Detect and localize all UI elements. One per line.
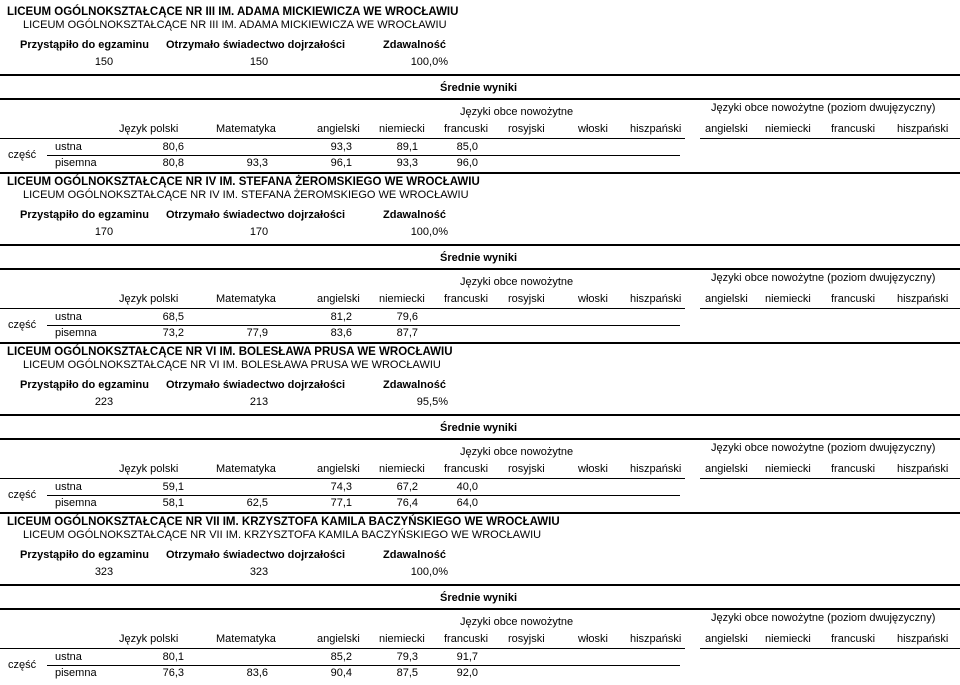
pisemna-niemiecki: 87,5 xyxy=(396,667,418,679)
row-separator xyxy=(47,665,680,666)
col-dwuj-francuski: francuski xyxy=(831,123,876,135)
col-dwuj-angielski: angielski xyxy=(705,463,748,475)
col-francuski: francuski xyxy=(444,293,489,305)
czesc-label: część xyxy=(8,149,37,161)
pisemna-angielski: 83,6 xyxy=(330,327,352,339)
ustna-niemiecki: 79,6 xyxy=(396,311,418,323)
srednie-label: Średnie wyniki xyxy=(440,82,518,94)
pisemna-polski: 58,1 xyxy=(162,497,184,509)
separator-line xyxy=(0,74,960,76)
col-rosyjski: rosyjski xyxy=(508,633,545,645)
pisemna-francuski: 92,0 xyxy=(456,667,478,679)
col-angielski: angielski xyxy=(317,293,360,305)
jezyki-obce-label: Języki obce nowożytne xyxy=(460,276,574,288)
separator-line xyxy=(0,584,960,586)
col-niemiecki: niemiecki xyxy=(379,123,425,135)
col-francuski: francuski xyxy=(444,633,489,645)
col-jezyk-polski: Język polski xyxy=(119,123,179,135)
header-underline xyxy=(700,308,960,309)
school-section xyxy=(0,510,960,680)
col-hiszpanski: hiszpański xyxy=(630,123,682,135)
separator-line xyxy=(0,98,960,100)
srednie-label: Średnie wyniki xyxy=(440,422,518,434)
zdawalnosc-label: Zdawalność xyxy=(383,549,446,561)
col-angielski: angielski xyxy=(317,633,360,645)
pisemna-polski: 73,2 xyxy=(162,327,184,339)
school-title-bold: LICEUM OGÓLNOKSZTAŁCĄCE NR VI IM. BOLESŁAWA PRUSA WE WROCŁAWIU xyxy=(7,346,453,358)
col-wloski: włoski xyxy=(578,123,608,135)
pisemna-label: pisemna xyxy=(55,497,97,509)
header-underline xyxy=(700,138,960,139)
separator-line xyxy=(0,438,960,440)
pisemna-angielski: 77,1 xyxy=(330,497,352,509)
zdawalnosc-value: 100,0% xyxy=(410,566,448,578)
ustna-label: ustna xyxy=(55,651,82,663)
col-dwuj-francuski: francuski xyxy=(831,463,876,475)
col-francuski: francuski xyxy=(444,123,489,135)
col-dwuj-hiszpanski: hiszpański xyxy=(897,463,949,475)
col-hiszpanski: hiszpański xyxy=(630,293,682,305)
pisemna-francuski: 64,0 xyxy=(456,497,478,509)
otrzymalo-value: 323 xyxy=(249,566,269,578)
col-jezyk-polski: Język polski xyxy=(119,293,179,305)
pisemna-niemiecki: 87,7 xyxy=(396,327,418,339)
col-angielski: angielski xyxy=(317,123,360,135)
przystapilo-value: 323 xyxy=(94,566,114,578)
school-title: LICEUM OGÓLNOKSZTAŁCĄCE NR III IM. ADAMA MICKIEWICZA WE WROCŁAWIU xyxy=(23,19,447,31)
col-angielski: angielski xyxy=(317,463,360,475)
pisemna-francuski: 96,0 xyxy=(456,157,478,169)
school-title: LICEUM OGÓLNOKSZTAŁCĄCE NR VII IM. KRZYSZTOFA KAMILA BACZYŃSKIEGO WE WROCŁAWIU xyxy=(23,529,542,541)
jezyki-obce-dwuj-label: Języki obce nowożytne (poziom dwujęzyczny) xyxy=(711,102,936,114)
school-section xyxy=(0,0,960,170)
col-dwuj-hiszpanski: hiszpański xyxy=(897,123,949,135)
zdawalnosc-value: 100,0% xyxy=(410,56,448,68)
zdawalnosc-label: Zdawalność xyxy=(383,209,446,221)
ustna-niemiecki: 79,3 xyxy=(396,651,418,663)
otrzymalo-value: 150 xyxy=(249,56,269,68)
col-jezyk-polski: Język polski xyxy=(119,633,179,645)
przystapilo-value: 150 xyxy=(94,56,114,68)
pisemna-matematyka: 62,5 xyxy=(246,497,268,509)
przystapilo-label: Przystąpiło do egzaminu xyxy=(20,39,149,51)
col-niemiecki: niemiecki xyxy=(379,293,425,305)
separator-line xyxy=(0,414,960,416)
jezyki-obce-label: Języki obce nowożytne xyxy=(460,106,574,118)
col-matematyka: Matematyka xyxy=(216,463,276,475)
pisemna-matematyka: 77,9 xyxy=(246,327,268,339)
school-section xyxy=(0,170,960,340)
przystapilo-label: Przystąpiło do egzaminu xyxy=(20,379,149,391)
przystapilo-label: Przystąpiło do egzaminu xyxy=(20,209,149,221)
school-title-bold: LICEUM OGÓLNOKSZTAŁCĄCE NR VII IM. KRZYSZTOFA KAMILA BACZYŃSKIEGO WE WROCŁAWIU xyxy=(7,516,560,528)
przystapilo-label: Przystąpiło do egzaminu xyxy=(20,549,149,561)
zdawalnosc-label: Zdawalność xyxy=(383,379,446,391)
school-title-bold: LICEUM OGÓLNOKSZTAŁCĄCE NR IV IM. STEFANA ŻEROMSKIEGO WE WROCŁAWIU xyxy=(7,176,480,188)
otrzymalo-label: Otrzymało świadectwo dojrzałości xyxy=(166,379,346,391)
col-dwuj-niemiecki: niemiecki xyxy=(765,633,811,645)
srednie-label: Średnie wyniki xyxy=(440,592,518,604)
ustna-niemiecki: 67,2 xyxy=(396,481,418,493)
jezyki-obce-label: Języki obce nowożytne xyxy=(460,616,574,628)
otrzymalo-label: Otrzymało świadectwo dojrzałości xyxy=(166,549,346,561)
pisemna-label: pisemna xyxy=(55,667,97,679)
pisemna-matematyka: 93,3 xyxy=(246,157,268,169)
col-rosyjski: rosyjski xyxy=(508,123,545,135)
row-separator xyxy=(47,495,680,496)
zdawalnosc-value: 95,5% xyxy=(416,396,448,408)
ustna-angielski: 85,2 xyxy=(330,651,352,663)
col-hiszpanski: hiszpański xyxy=(630,463,682,475)
ustna-angielski: 81,2 xyxy=(330,311,352,323)
zdawalnosc-value: 100,0% xyxy=(410,226,448,238)
otrzymalo-label: Otrzymało świadectwo dojrzałości xyxy=(166,209,346,221)
przystapilo-value: 170 xyxy=(94,226,114,238)
row-separator xyxy=(47,325,680,326)
header-underline xyxy=(0,138,685,139)
ustna-francuski: 91,7 xyxy=(456,651,478,663)
col-dwuj-angielski: angielski xyxy=(705,293,748,305)
col-hiszpanski: hiszpański xyxy=(630,633,682,645)
col-jezyk-polski: Język polski xyxy=(119,463,179,475)
przystapilo-value: 223 xyxy=(94,396,114,408)
col-rosyjski: rosyjski xyxy=(508,293,545,305)
pisemna-polski: 80,8 xyxy=(162,157,184,169)
col-dwuj-niemiecki: niemiecki xyxy=(765,123,811,135)
header-underline xyxy=(0,308,685,309)
otrzymalo-label: Otrzymało świadectwo dojrzałości xyxy=(166,39,346,51)
ustna-label: ustna xyxy=(55,141,82,153)
pisemna-angielski: 90,4 xyxy=(330,667,352,679)
header-underline xyxy=(700,648,960,649)
pisemna-niemiecki: 76,4 xyxy=(396,497,418,509)
ustna-francuski: 85,0 xyxy=(456,141,478,153)
pisemna-angielski: 96,1 xyxy=(330,157,352,169)
school-title: LICEUM OGÓLNOKSZTAŁCĄCE NR VI IM. BOLESŁAWA PRUSA WE WROCŁAWIU xyxy=(23,359,441,371)
school-section xyxy=(0,340,960,510)
school-title-bold: LICEUM OGÓLNOKSZTAŁCĄCE NR III IM. ADAMA MICKIEWICZA WE WROCŁAWIU xyxy=(7,6,459,18)
col-dwuj-hiszpanski: hiszpański xyxy=(897,633,949,645)
ustna-label: ustna xyxy=(55,481,82,493)
ustna-polski: 68,5 xyxy=(162,311,184,323)
col-rosyjski: rosyjski xyxy=(508,463,545,475)
ustna-polski: 80,6 xyxy=(162,141,184,153)
pisemna-matematyka: 83,6 xyxy=(246,667,268,679)
ustna-niemiecki: 89,1 xyxy=(396,141,418,153)
col-francuski: francuski xyxy=(444,463,489,475)
otrzymalo-value: 170 xyxy=(249,226,269,238)
col-wloski: włoski xyxy=(578,463,608,475)
jezyki-obce-dwuj-label: Języki obce nowożytne (poziom dwujęzyczny) xyxy=(711,272,936,284)
srednie-label: Średnie wyniki xyxy=(440,252,518,264)
ustna-francuski: 40,0 xyxy=(456,481,478,493)
ustna-polski: 59,1 xyxy=(162,481,184,493)
pisemna-label: pisemna xyxy=(55,327,97,339)
pisemna-niemiecki: 93,3 xyxy=(396,157,418,169)
separator-line xyxy=(0,608,960,610)
czesc-label: część xyxy=(8,319,37,331)
col-dwuj-angielski: angielski xyxy=(705,123,748,135)
row-separator xyxy=(47,155,680,156)
jezyki-obce-dwuj-label: Języki obce nowożytne (poziom dwujęzyczny) xyxy=(711,442,936,454)
zdawalnosc-label: Zdawalność xyxy=(383,39,446,51)
col-dwuj-niemiecki: niemiecki xyxy=(765,293,811,305)
czesc-label: część xyxy=(8,489,37,501)
col-matematyka: Matematyka xyxy=(216,633,276,645)
col-dwuj-hiszpanski: hiszpański xyxy=(897,293,949,305)
col-wloski: włoski xyxy=(578,633,608,645)
col-niemiecki: niemiecki xyxy=(379,463,425,475)
ustna-label: ustna xyxy=(55,311,82,323)
separator-line xyxy=(0,268,960,270)
header-underline xyxy=(700,478,960,479)
ustna-angielski: 93,3 xyxy=(330,141,352,153)
pisemna-label: pisemna xyxy=(55,157,97,169)
separator-line xyxy=(0,244,960,246)
col-niemiecki: niemiecki xyxy=(379,633,425,645)
school-title: LICEUM OGÓLNOKSZTAŁCĄCE NR IV IM. STEFANA ŻEROMSKIEGO WE WROCŁAWIU xyxy=(23,189,469,201)
jezyki-obce-dwuj-label: Języki obce nowożytne (poziom dwujęzyczny) xyxy=(711,612,936,624)
col-dwuj-niemiecki: niemiecki xyxy=(765,463,811,475)
header-underline xyxy=(0,478,685,479)
otrzymalo-value: 213 xyxy=(249,396,269,408)
jezyki-obce-label: Języki obce nowożytne xyxy=(460,446,574,458)
ustna-angielski: 74,3 xyxy=(330,481,352,493)
col-matematyka: Matematyka xyxy=(216,123,276,135)
header-underline xyxy=(0,648,685,649)
ustna-polski: 80,1 xyxy=(162,651,184,663)
col-dwuj-francuski: francuski xyxy=(831,293,876,305)
pisemna-polski: 76,3 xyxy=(162,667,184,679)
col-dwuj-angielski: angielski xyxy=(705,633,748,645)
col-matematyka: Matematyka xyxy=(216,293,276,305)
col-wloski: włoski xyxy=(578,293,608,305)
col-dwuj-francuski: francuski xyxy=(831,633,876,645)
czesc-label: część xyxy=(8,659,37,671)
